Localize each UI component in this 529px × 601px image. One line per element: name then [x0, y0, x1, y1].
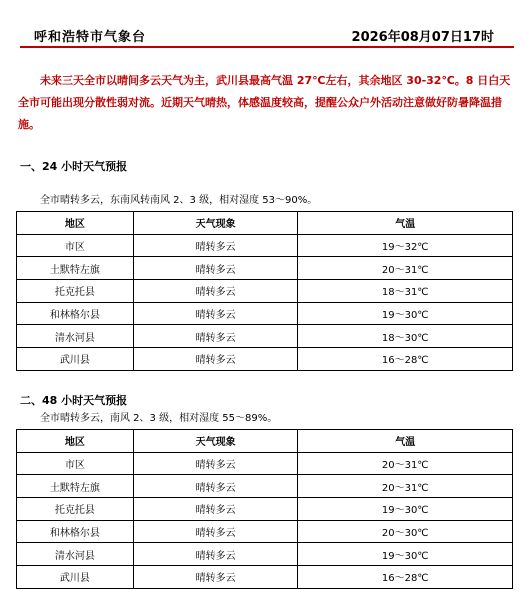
cell-temperature: 20～31℃ [298, 257, 513, 280]
table-row [17, 452, 513, 475]
cell-region: 武川县 [17, 566, 134, 589]
cell-temperature: 19～30℃ [298, 543, 513, 566]
cell-temperature: 16～28℃ [298, 566, 513, 589]
cell-region: 托克托县 [17, 280, 134, 303]
table-header-row [17, 430, 513, 453]
cell-temperature: 16～28℃ [298, 348, 513, 371]
cell-region: 武川县 [17, 348, 134, 371]
cell-weather: 晴转多云 [133, 475, 298, 498]
cell-temperature: 20～30℃ [298, 520, 513, 543]
cell-weather: 晴转多云 [133, 520, 298, 543]
page-header [20, 20, 514, 48]
header-weather: 天气现象 [133, 430, 298, 453]
cell-weather: 晴转多云 [133, 452, 298, 475]
table-header-row [17, 212, 513, 235]
forecast-summary: 未来三天全市以晴间多云天气为主，武川县最高气温 27℃左右，其余地区 30-32℃。8 日白天全市可能出现分散性弱对流。近期天气晴热，体感温度较高，提醒公众户外活动注意做好防暑降温措施。 [18, 74, 511, 131]
section-24h-desc: 全市晴转多云，东南风转南风 2、3 级，相对湿度 53～90%。 [40, 195, 318, 206]
cell-temperature: 19～32℃ [298, 234, 513, 257]
cell-weather: 晴转多云 [133, 280, 298, 303]
cell-region: 市区 [17, 452, 134, 475]
table-row [17, 520, 513, 543]
table-row [17, 257, 513, 280]
section-48h-desc: 全市晴转多云，南风 2、3 级，相对湿度 55～89%。 [40, 413, 278, 424]
cell-weather: 晴转多云 [133, 234, 298, 257]
cell-region: 托克托县 [17, 498, 134, 521]
table-row [17, 302, 513, 325]
cell-temperature: 20～31℃ [298, 475, 513, 498]
section-48h-title: 二、48 小时天气预报 [20, 394, 128, 407]
header-region: 地区 [17, 212, 134, 235]
table-row [17, 475, 513, 498]
section-24h-title: 一、24 小时天气预报 [20, 160, 128, 173]
cell-region: 和林格尔县 [17, 520, 134, 543]
cell-weather: 晴转多云 [133, 498, 298, 521]
table-row [17, 325, 513, 348]
cell-region: 清水河县 [17, 325, 134, 348]
cell-temperature: 19～30℃ [298, 498, 513, 521]
table-row [17, 566, 513, 589]
header-region: 地区 [17, 430, 134, 453]
cell-region: 市区 [17, 234, 134, 257]
cell-temperature: 19～30℃ [298, 302, 513, 325]
cell-weather: 晴转多云 [133, 325, 298, 348]
header-temperature: 气温 [298, 430, 513, 453]
table-row [17, 280, 513, 303]
organization-name: 呼和浩特市气象台 [34, 30, 147, 45]
header-temperature: 气温 [298, 212, 513, 235]
cell-region: 土默特左旗 [17, 475, 134, 498]
forecast-table-24h [16, 211, 513, 371]
forecast-table-48h [16, 429, 513, 589]
cell-region: 清水河县 [17, 543, 134, 566]
cell-weather: 晴转多云 [133, 566, 298, 589]
cell-weather: 晴转多云 [133, 348, 298, 371]
cell-region: 和林格尔县 [17, 302, 134, 325]
header-weather: 天气现象 [133, 212, 298, 235]
table-row [17, 543, 513, 566]
cell-weather: 晴转多云 [133, 257, 298, 280]
cell-weather: 晴转多云 [133, 543, 298, 566]
table-row [17, 234, 513, 257]
cell-region: 土默特左旗 [17, 257, 134, 280]
table-row [17, 498, 513, 521]
issue-time: 2026年08月07日17时 [351, 30, 494, 45]
cell-temperature: 18～31℃ [298, 280, 513, 303]
table-row [17, 348, 513, 371]
cell-temperature: 20～31℃ [298, 452, 513, 475]
cell-weather: 晴转多云 [133, 302, 298, 325]
cell-temperature: 18～30℃ [298, 325, 513, 348]
